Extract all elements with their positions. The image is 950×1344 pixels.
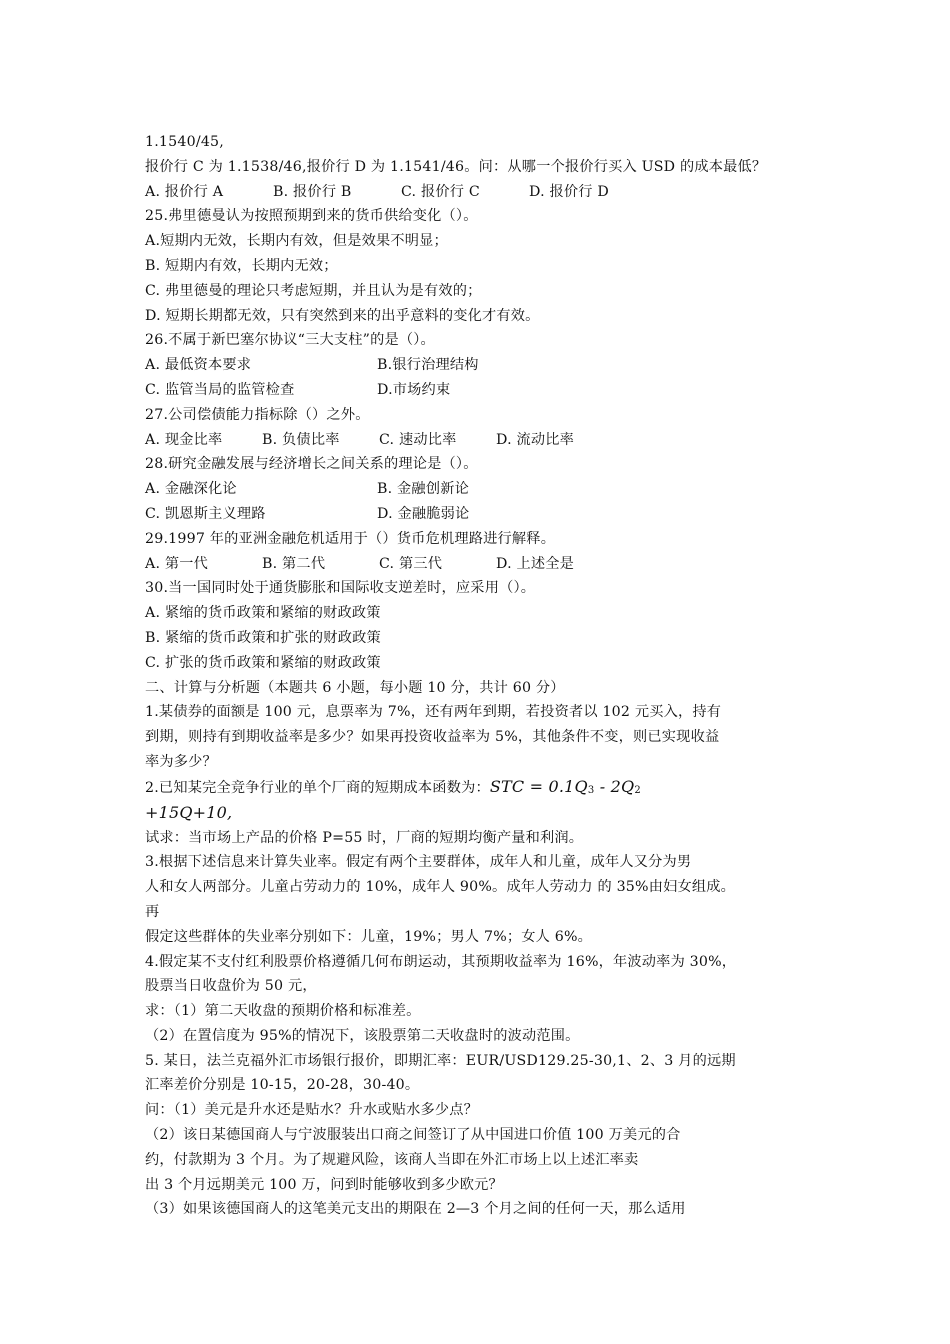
option-c: C. 第三代 xyxy=(379,555,443,572)
text-line: 汇率差价分别是 10-15，20-28，30-40。 xyxy=(145,1077,420,1094)
option-a: A. 金融深化论 xyxy=(145,481,237,498)
option-row xyxy=(145,477,835,502)
text-line: 到期，则持有到期收益率是多少？如果再投资收益率为 5%，其他条件不变，则已实现收益 xyxy=(145,729,720,746)
text-line: 假定这些群体的失业率分别如下：儿童，19%；男人 7%；女人 6%。 xyxy=(145,928,593,945)
option-b: B. 短期内有效，长期内无效； xyxy=(145,257,338,274)
question-29: 29.1997 年的亚洲金融危机适用于（）货币危机理路进行解释。 xyxy=(145,530,556,547)
text-span: 2.已知某完全竞争行业的单个厂商的短期成本函数为： xyxy=(145,779,490,796)
question-26: 26.不属于新巴塞尔协议“三大支柱”的是（）。 xyxy=(145,332,435,349)
calc-question-4: 4.假定某不支付红利股票价格遵循几何布朗运动，其预期收益率为 16%，年波动率为 30%， xyxy=(145,953,737,970)
text-line: （2）在置信度为 95%的情况下，该股票第二天收盘时的波动范围。 xyxy=(145,1027,580,1044)
text-line: 问：（1）美元是升水还是贴水？升水或贴水多少点？ xyxy=(145,1102,479,1119)
question-27: 27.公司偿债能力指标除（）之外。 xyxy=(145,406,370,423)
text-line: 约，付款期为 3 个月。为了规避风险，该商人当即在外汇市场上以上述汇率卖 xyxy=(145,1151,639,1168)
calc-question-5: 5. 某日，法兰克福外汇市场银行报价，即期汇率：EUR/USD129.25-30,1、2、3 月的远期 xyxy=(145,1052,736,1069)
formula-part: STC = 0.1Q xyxy=(489,776,588,796)
text-line: 1.1540/45, xyxy=(145,134,224,150)
question-28: 28.研究金融发展与经济增长之间关系的理论是（）。 xyxy=(145,456,478,473)
text-line: 报价行 C 为 1.1538/46,报价行 D 为 1.1541/46。问：从哪一个报价行买入 USD 的成本最低？ xyxy=(145,158,767,175)
option-b: B. 负债比率 xyxy=(262,431,340,448)
calc-question-1: 1.某债券的面额是 100 元，息票率为 7%，还有两年到期，若投资者以 102 元买入，持有 xyxy=(145,704,722,721)
option-a: A.短期内无效，长期内有效，但是效果不明显； xyxy=(145,233,448,250)
calc-question-3: 3.根据下述信息来计算失业率。假定有两个主要群体，成年人和儿童，成年人又分为男 xyxy=(145,854,692,871)
option-c: C. 报价行 C xyxy=(401,183,480,200)
text-line: 求：（1）第二天收盘的预期价格和标准差。 xyxy=(145,1003,421,1020)
option-c: C. 监管当局的监管检查 xyxy=(145,381,295,398)
option-a: A. 最低资本要求 xyxy=(145,357,252,374)
option-d: D.市场约束 xyxy=(377,381,451,398)
question-25: 25.弗里德曼认为按照预期到来的货币供给变化（）。 xyxy=(145,208,478,225)
option-b: B. 报价行 B xyxy=(273,183,352,200)
option-c: C. 速动比率 xyxy=(379,431,457,448)
document-body xyxy=(145,130,835,1222)
option-b: B. 金融创新论 xyxy=(377,481,469,498)
option-row xyxy=(145,353,835,378)
option-c: C. 凯恩斯主义理路 xyxy=(145,505,266,522)
text-line: 再 xyxy=(145,903,160,920)
option-a: A. 紧缩的货币政策和紧缩的财政政策 xyxy=(145,605,381,622)
formula-exponent: 2 xyxy=(634,784,641,796)
section-heading: 二、计算与分析题（本题共 6 小题，每小题 10 分，共计 60 分） xyxy=(145,679,565,696)
formula-exponent: 3 xyxy=(587,784,595,796)
option-d: D. 上述全是 xyxy=(496,555,575,572)
formula-part: - 2Q xyxy=(594,776,635,796)
text-line: 人和女人两部分。儿童占劳动力的 10%，成年人 90%。成年人劳动力 的 35%由妇女组成。 xyxy=(145,879,736,896)
option-c: C. 扩张的货币政策和紧缩的财政政策 xyxy=(145,654,381,671)
calc-question-2 xyxy=(145,775,835,800)
option-b: B. 紧缩的货币政策和扩张的财政政策 xyxy=(145,629,381,646)
text-line: 股票当日收盘价为 50 元， xyxy=(145,978,317,995)
option-a: A. 第一代 xyxy=(145,555,209,572)
text-line: 率为多少？ xyxy=(145,753,217,770)
option-row xyxy=(145,378,835,403)
formula xyxy=(490,777,641,796)
formula-part: +15Q+10, xyxy=(145,802,233,822)
text-line: （3）如果该德国商人的这笔美元支出的期限在 2—3 个月之间的任何一天，那么适用 xyxy=(145,1201,686,1218)
option-row xyxy=(145,552,835,577)
option-row xyxy=(145,180,835,205)
text-line: （2）该日某德国商人与宁波服装出口商之间签订了从中国进口价值 100 万美元的合 xyxy=(145,1127,681,1144)
option-d: D. 流动比率 xyxy=(496,431,575,448)
option-d: D. 金融脆弱论 xyxy=(377,505,470,522)
formula-line xyxy=(145,800,835,826)
text-line: 试求：当市场上产品的价格 P=55 时，厂商的短期均衡产量和利润。 xyxy=(145,829,584,846)
option-d: D. 短期长期都无效，只有突然到来的出乎意料的变化才有效。 xyxy=(145,307,540,324)
option-d: D. 报价行 D xyxy=(529,183,609,200)
text-line: 出 3 个月远期美元 100 万，问到时能够收到多少欧元？ xyxy=(145,1176,503,1193)
option-a: A. 报价行 A xyxy=(145,183,224,200)
option-a: A. 现金比率 xyxy=(145,431,223,448)
question-30: 30.当一国同时处于通货膨胀和国际收支逆差时，应采用（）。 xyxy=(145,580,536,597)
option-b: B.银行治理结构 xyxy=(377,357,479,374)
option-row xyxy=(145,428,835,453)
option-c: C. 弗里德曼的理论只考虑短期，并且认为是有效的； xyxy=(145,282,482,299)
option-row xyxy=(145,502,835,527)
option-b: B. 第二代 xyxy=(262,555,326,572)
